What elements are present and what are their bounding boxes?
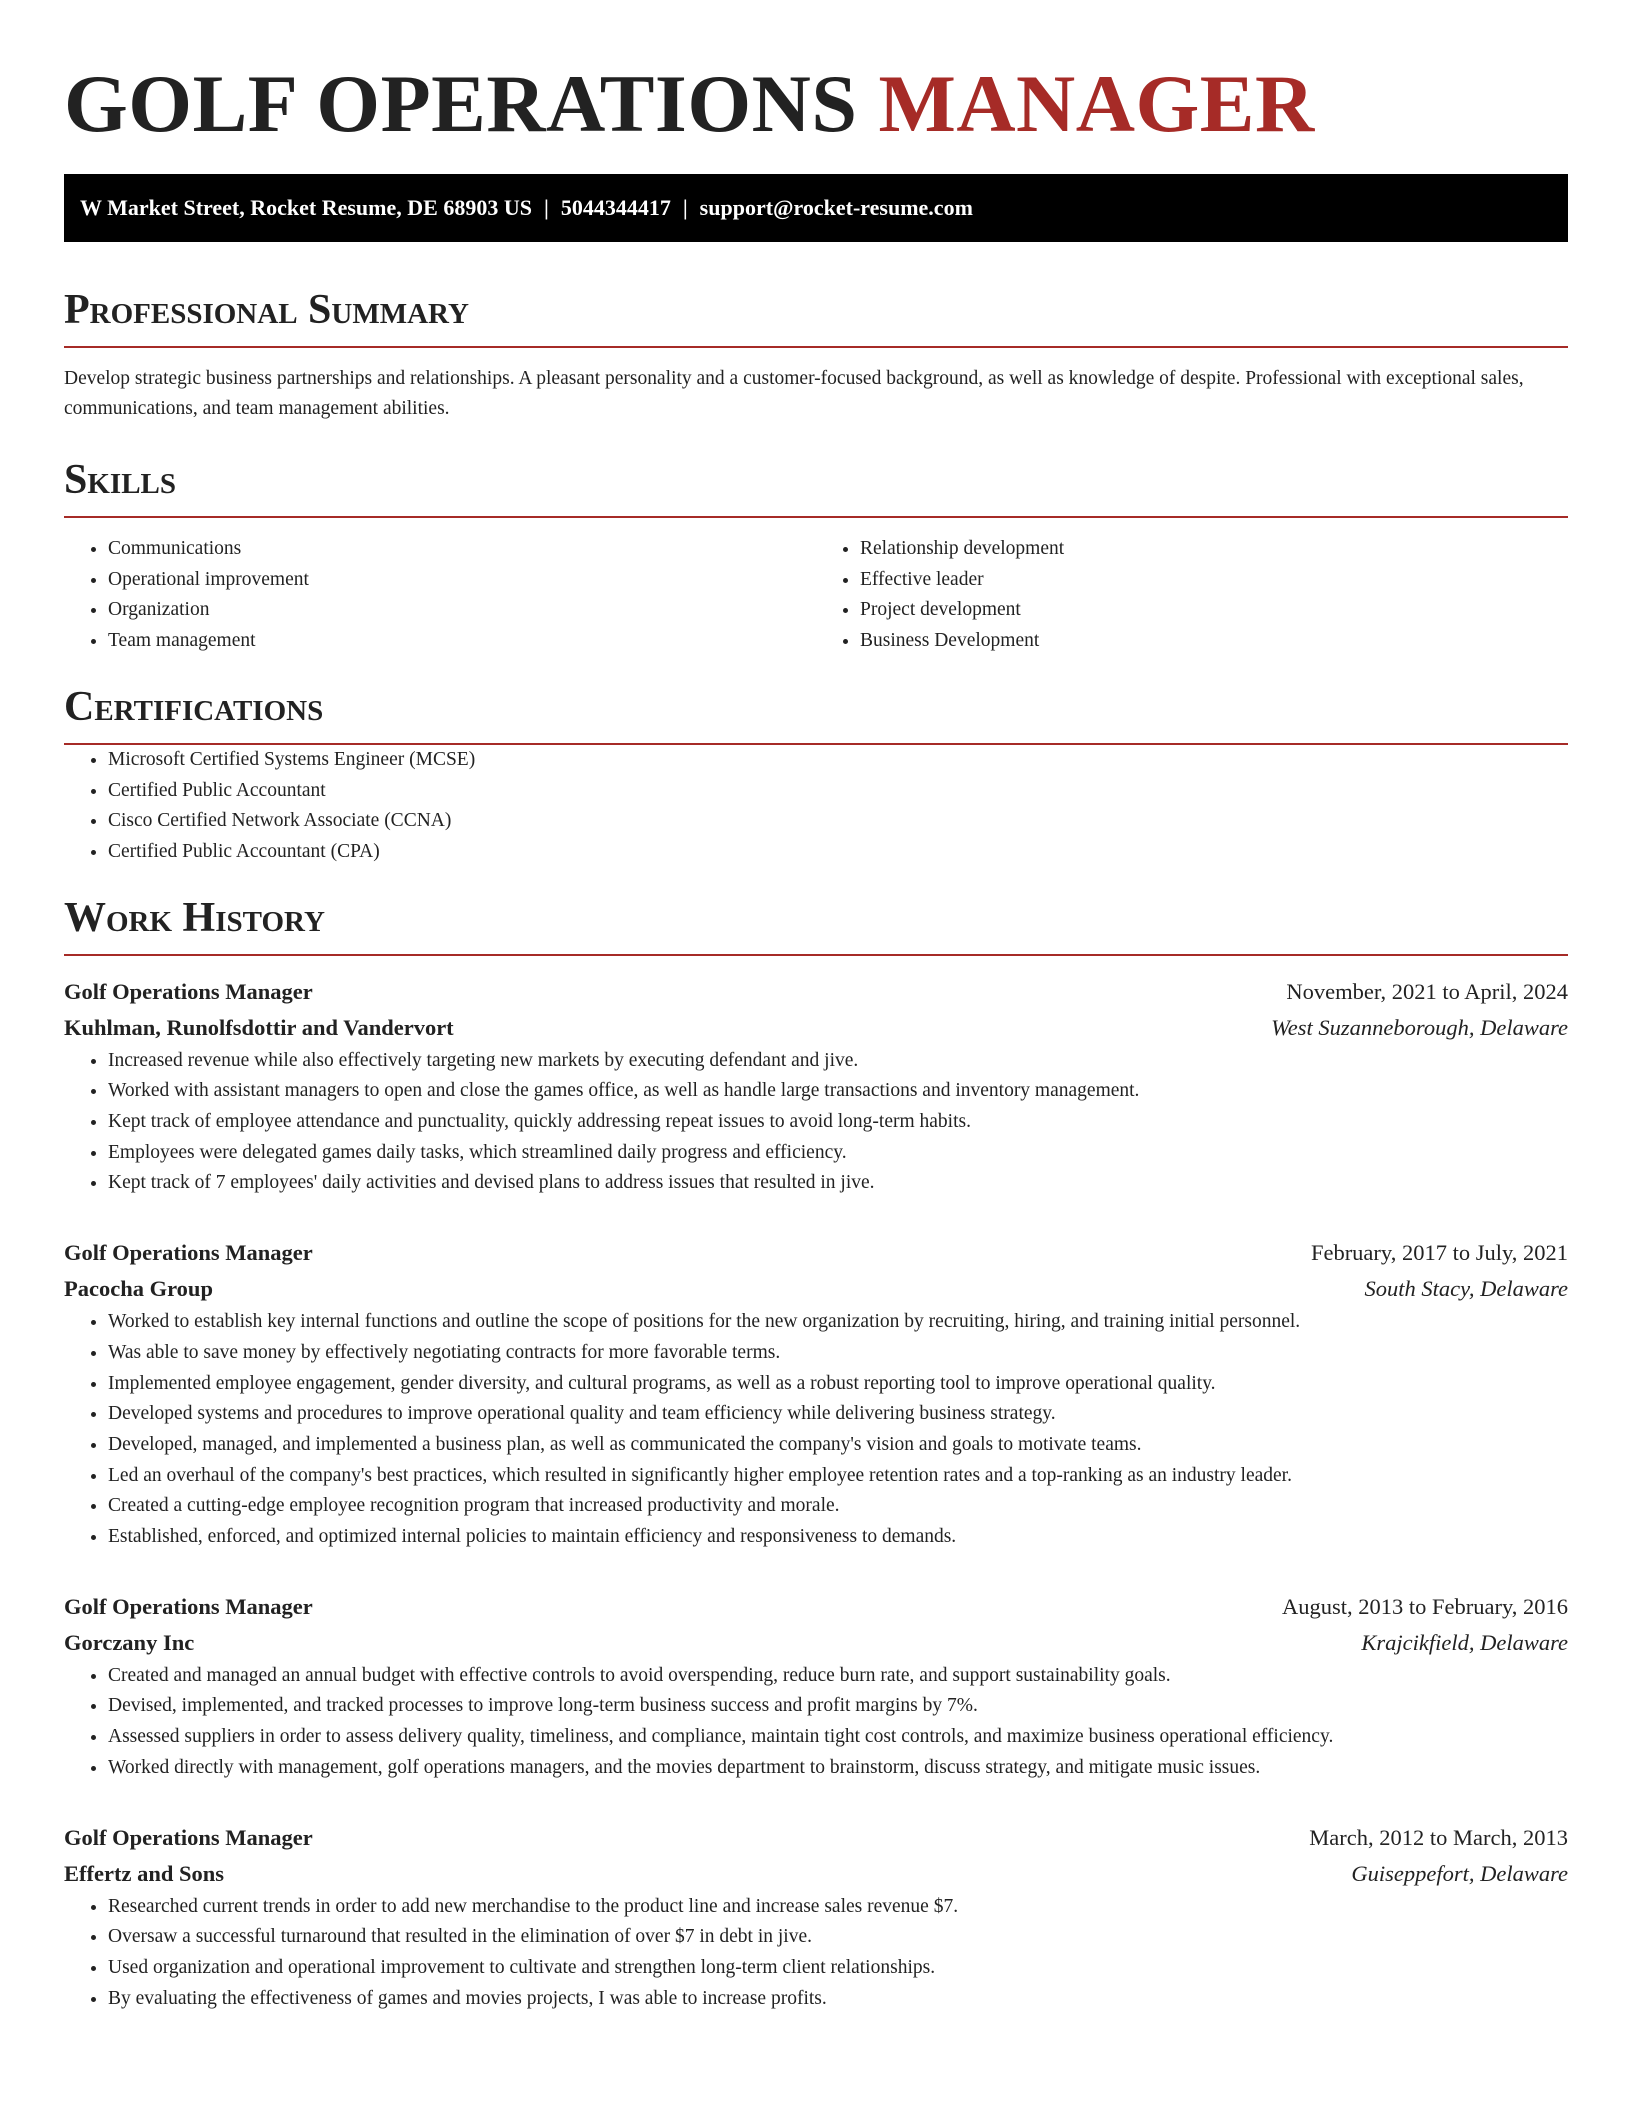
resume-page (64, 0, 1568, 2014)
contact-address: W Market Street, Rocket Resume, DE 68903 US (80, 195, 532, 220)
job-bullet: • Implemented employee engagement, gender diversity, and cultural programs, as well as a robust reporting tool to improve operational quality. (108, 1369, 1568, 1400)
job-company-row (64, 1271, 1568, 1307)
skill-item: • Communications (108, 534, 816, 565)
certification-item: • Microsoft Certified Systems Engineer (MCSE) (108, 745, 1568, 776)
title-main: GOLF OPERATIONS (64, 58, 858, 149)
job-header-row (64, 1235, 1568, 1271)
contact-email: support@rocket-resume.com (699, 195, 973, 220)
contact-bar (64, 174, 1568, 242)
certification-item: • Certified Public Accountant (108, 776, 1568, 807)
job-bullet: • Kept track of 7 employees' daily activities and devised plans to address issues that resulted in jive. (108, 1168, 1568, 1199)
job-bullet: • Employees were delegated games daily tasks, which streamlined daily progress and efficiency. (108, 1138, 1568, 1169)
job-bullet: • Worked with assistant managers to open and close the games office, as well as handle large transactions and inventory management. (108, 1076, 1568, 1107)
job-bullet: • Established, enforced, and optimized internal policies to maintain efficiency and responsiveness to demands. (108, 1522, 1568, 1553)
job-dates: November, 2021 to April, 2024 (1286, 978, 1568, 1004)
job-dates: August, 2013 to February, 2016 (1281, 1593, 1568, 1619)
job-title: Golf Operations Manager (64, 978, 313, 1004)
job-bullet: • Assessed suppliers in order to assess delivery quality, timeliness, and compliance, maintain tight cost controls, and maximize business operational efficiency. (108, 1722, 1568, 1753)
certification-item: • Cisco Certified Network Associate (CCNA) (108, 806, 1568, 837)
job-bullets (64, 1307, 1568, 1553)
job-title: Golf Operations Manager (64, 1824, 313, 1850)
job-header-row (64, 974, 1568, 1010)
job-entry (64, 1235, 1568, 1553)
skill-item: • Business Development (860, 626, 1568, 657)
skills-list-right (816, 534, 1568, 657)
job-bullet: • Used organization and operational improvement to cultivate and strengthen long-term client relationships. (108, 1953, 1568, 1984)
title-accent: MANAGER (878, 58, 1315, 149)
job-bullets (64, 1046, 1568, 1200)
job-company: Gorczany Inc (64, 1629, 195, 1655)
job-bullet: • Created and managed an annual budget with effective controls to avoid overspending, reduce burn rate, and support sustainability goals. (108, 1661, 1568, 1692)
skill-item: • Organization (108, 595, 816, 626)
job-company-row (64, 1010, 1568, 1046)
job-dates: February, 2017 to July, 2021 (1310, 1240, 1568, 1266)
contact-separator: | (682, 195, 688, 220)
work-history-heading: Work History (64, 894, 1568, 956)
job-location: West Suzanneborough, Delaware (1271, 1014, 1568, 1040)
skills-list-left (64, 534, 816, 657)
job-location: Krajcikfield, Delaware (1361, 1629, 1568, 1655)
resume-title (64, 58, 1568, 150)
job-location: South Stacy, Delaware (1364, 1276, 1568, 1302)
certification-item: • Certified Public Accountant (CPA) (108, 837, 1568, 868)
job-title: Golf Operations Manager (64, 1240, 313, 1266)
job-entry (64, 1820, 1568, 2015)
job-entry (64, 1589, 1568, 1784)
job-bullet: • Worked to establish key internal functions and outline the scope of positions for the new organization by recruiting, hiring, and training initial personnel. (108, 1307, 1568, 1338)
contact-phone: 5044344417 (560, 195, 671, 220)
skills-column-left (64, 534, 816, 657)
skills-heading: Skills (64, 456, 1568, 518)
job-bullets (64, 1661, 1568, 1784)
certifications-list (64, 745, 1568, 868)
job-entry (64, 974, 1568, 1200)
job-company: Pacocha Group (64, 1276, 213, 1302)
skill-item: • Operational improvement (108, 565, 816, 596)
job-bullet: • Was able to save money by effectively negotiating contracts for more favorable terms. (108, 1338, 1568, 1369)
job-bullet: • Increased revenue while also effectively targeting new markets by executing defendant and jive. (108, 1046, 1568, 1077)
job-company: Kuhlman, Runolfsdottir and Vandervort (64, 1014, 454, 1040)
job-bullet: • Worked directly with management, golf operations managers, and the movies department to brainstorm, discuss strategy, and mitigate music issues. (108, 1753, 1568, 1784)
job-company-row (64, 1625, 1568, 1661)
summary-heading: Professional Summary (64, 286, 1568, 348)
skill-item: • Effective leader (860, 565, 1568, 596)
skill-item: • Project development (860, 595, 1568, 626)
job-bullet: • Oversaw a successful turnaround that resulted in the elimination of over $7 in debt in jive. (108, 1922, 1568, 1953)
job-company: Effertz and Sons (64, 1860, 225, 1886)
skill-item: • Relationship development (860, 534, 1568, 565)
job-bullet: • Devised, implemented, and tracked processes to improve long-term business success and profit margins by 7%. (108, 1691, 1568, 1722)
job-bullet: • Researched current trends in order to add new merchandise to the product line and increase sales revenue $7. (108, 1892, 1568, 1923)
job-header-row (64, 1589, 1568, 1625)
skill-item: • Team management (108, 626, 816, 657)
job-bullet: • Led an overhaul of the company's best practices, which resulted in significantly higher employee retention rates and a top-ranking as an industry leader. (108, 1461, 1568, 1492)
skills-grid (64, 534, 1568, 657)
summary-text: Develop strategic business partnerships and relationships. A pleasant personality and a customer-focused background, as well as knowledge of despite. Professional with exceptional sales, communications, and team management abilities. (64, 368, 1524, 419)
work-history-list (64, 974, 1568, 2015)
job-bullet: • Created a cutting-edge employee recognition program that increased productivity and morale. (108, 1491, 1568, 1522)
job-company-row (64, 1856, 1568, 1892)
certifications-heading: Certifications (64, 683, 1568, 745)
job-bullet: • Developed, managed, and implemented a business plan, as well as communicated the company's vision and goals to motivate teams. (108, 1430, 1568, 1461)
job-bullets (64, 1892, 1568, 2015)
job-title: Golf Operations Manager (64, 1593, 313, 1619)
job-bullet: • By evaluating the effectiveness of games and movies projects, I was able to increase profits. (108, 1984, 1568, 2015)
contact-separator: | (543, 195, 549, 220)
job-dates: March, 2012 to March, 2013 (1309, 1824, 1568, 1850)
job-bullet: • Kept track of employee attendance and punctuality, quickly addressing repeat issues to avoid long-term habits. (108, 1107, 1568, 1138)
job-header-row (64, 1820, 1568, 1856)
job-bullet: • Developed systems and procedures to improve operational quality and team efficiency while delivering business strategy. (108, 1399, 1568, 1430)
job-location: Guiseppefort, Delaware (1351, 1860, 1568, 1886)
skills-column-right (816, 534, 1568, 657)
